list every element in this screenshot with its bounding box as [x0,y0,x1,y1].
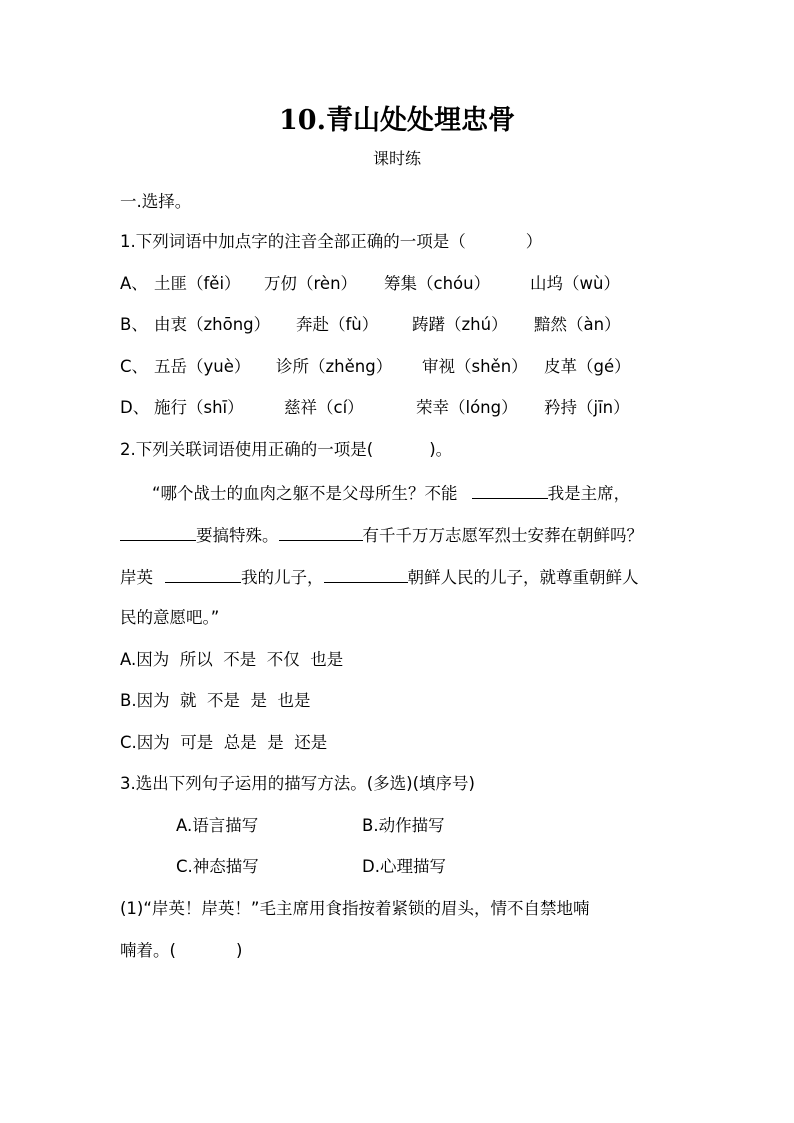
fill-blank [472,480,548,499]
sentence-text: 喃着。( [120,941,176,960]
option-label: A、 [120,274,148,293]
option-item: 奔赴（fù） [296,315,379,334]
option-label: C、 [120,357,149,376]
q3-sentence-1-cont [120,939,242,963]
option-item: 万仞（rèn） [264,274,358,293]
passage-line-4: 民的意愿吧。” [120,608,220,627]
q2-option-b: B.因为 就 不是 是 也是 [120,691,311,710]
q1-option-d [120,396,630,420]
section-heading: 一.选择。 [120,192,192,211]
passage-text: 有千千万万志愿军烈士安葬在朝鲜吗？ [362,526,643,545]
q1-option-a [120,272,620,296]
passage-line-3 [120,564,639,590]
question-1-paren-close: ） [525,232,543,251]
question-3-stem: 3.选出下列句子运用的描写方法。(多选)(填序号) [120,774,475,793]
option-item: 审视（shěn） [422,357,528,376]
passage-text: 岸英 [120,568,153,587]
option-item: 筹集（chóu） [384,274,491,293]
passage-text: 我的儿子， [241,568,324,587]
option-label: B、 [120,315,148,334]
question-1-text: 1.下列词语中加点字的注音全部正确的一项是（ [120,232,466,251]
question-1-stem [120,230,542,254]
option-item: 山坞（wù） [530,274,620,293]
option-item: 由衷（zhōng） [154,315,271,334]
option-item: 诊所（zhěng） [276,357,393,376]
method-c: C.神态描写 [176,857,259,876]
option-item: 慈祥（cí） [284,398,364,417]
passage-text: 要搞特殊。 [196,526,279,545]
question-2-text: 2.下列关联词语使用正确的一项是( [120,440,374,459]
passage-text: “哪个战士的血肉之躯不是父母所生？不能 [152,484,458,503]
q3-sentence-1: (1)“岸英！岸英！”毛主席用食指按着紧锁的眉头，情不自禁地喃 [120,899,590,918]
option-item: 皮革（gé） [544,357,631,376]
passage-text: 朝鲜人民的儿子，就尊重朝鲜人 [407,568,639,587]
method-a: A.语言描写 [176,816,259,835]
page-title: 10.青山处处埋忠骨 [279,105,515,136]
fill-blank [120,522,196,541]
q1-option-b [120,313,621,337]
passage-line-2 [120,522,643,548]
q2-option-c: C.因为 可是 总是 是 还是 [120,733,328,752]
option-label: D、 [120,398,150,417]
method-b: B.动作描写 [362,816,445,835]
page-subtitle: 课时练 [372,149,421,168]
passage-line-1 [152,480,630,506]
fill-blank [279,522,363,541]
fill-blank [324,564,408,583]
option-item: 土匪（fěi） [154,274,241,293]
fill-blank [165,564,241,583]
q2-option-a: A.因为 所以 不是 不仅 也是 [120,650,344,669]
option-item: 黯然（àn） [534,315,621,334]
passage-text: 我是主席， [547,484,631,503]
option-item: 五岳（yuè） [154,357,251,376]
option-item: 踌躇（zhú） [412,315,508,334]
option-item: 荣幸（lóng） [416,398,518,417]
q1-option-c [120,355,631,379]
option-item: 矜持（jīn） [544,398,630,417]
question-2-paren-close: )。 [429,440,453,459]
method-d: D.心理描写 [362,857,446,876]
option-item: 施行（shī） [154,398,244,417]
sentence-paren-close: ) [235,941,243,960]
question-2-stem [120,438,452,462]
